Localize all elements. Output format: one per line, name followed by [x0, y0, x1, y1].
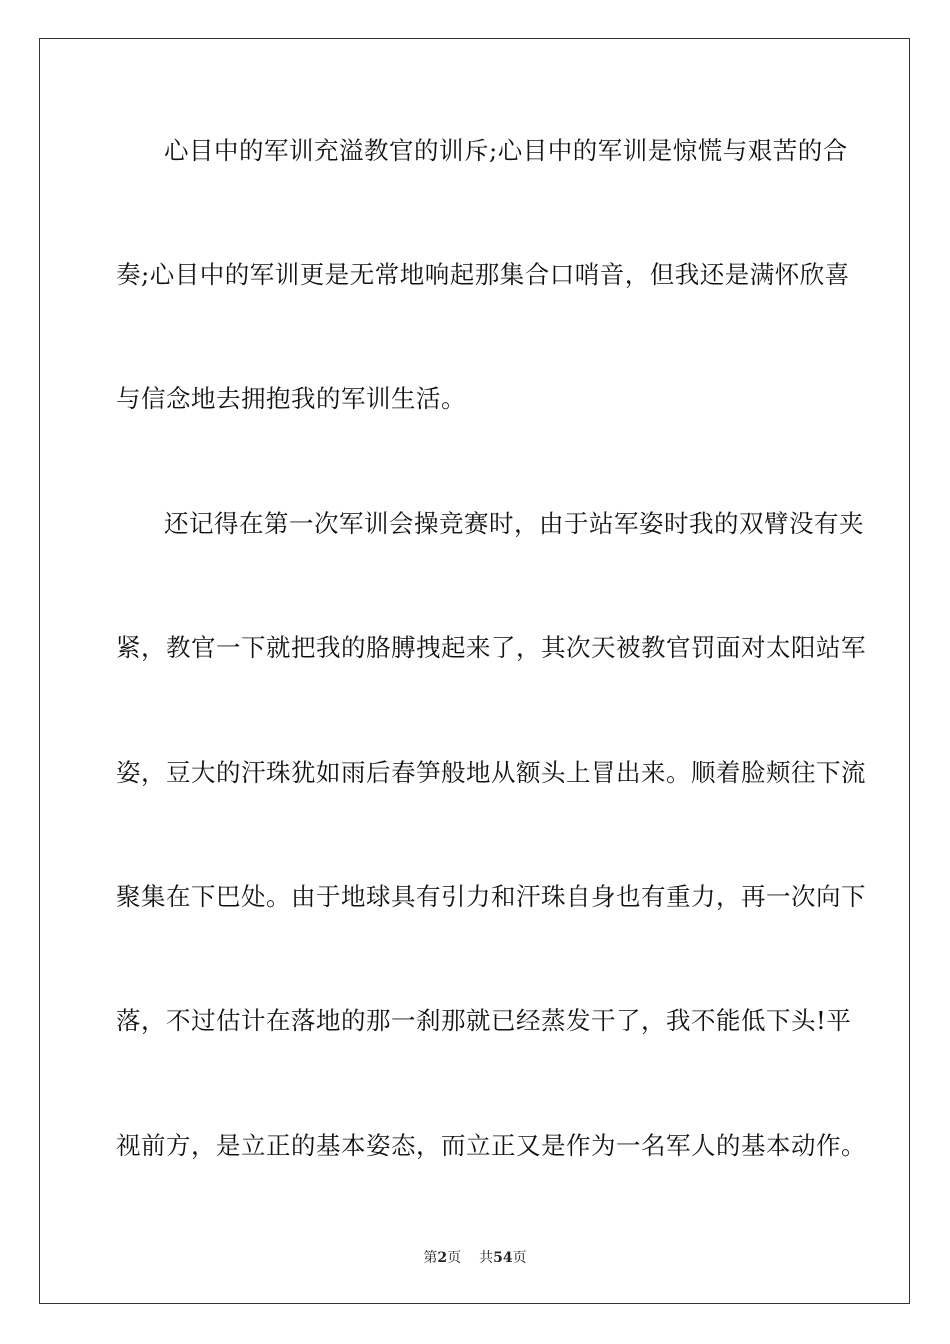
page-label-suffix: 页 — [447, 1250, 462, 1266]
paragraph-line: 视前方，是立正的基本姿态，而立正又是作为一名军人的基本动作。 — [116, 1131, 866, 1160]
page-footer — [0, 1248, 950, 1268]
paragraph-line: 奏;心目中的军训更是无常地响起那集合口哨音，但我还是满怀欣喜 — [116, 260, 850, 289]
current-page-number: 2 — [437, 1250, 448, 1266]
paragraph-line: 心目中的军训充溢教官的训斥;心目中的军训是惊慌与艰苦的合 — [164, 136, 848, 165]
paragraph-line: 还记得在第一次军训会操竞赛时，由于站军姿时我的双臂没有夹 — [164, 509, 864, 538]
page-label-prefix: 第 — [423, 1250, 438, 1266]
paragraph-line: 姿，豆大的汗珠犹如雨后春笋般地从额头上冒出来。顺着脸颊往下流 — [116, 758, 866, 787]
total-pages-number: 54 — [493, 1250, 513, 1266]
paragraph-line: 紧，教官一下就把我的胳膊拽起来了，其次天被教官罚面对太阳站军 — [116, 633, 866, 662]
page-border — [39, 38, 910, 1304]
paragraph-line: 聚集在下巴处。由于地球具有引力和汗珠自身也有重力，再一次向下 — [116, 882, 866, 911]
paragraph-line: 与信念地去拥抱我的军训生活。 — [116, 384, 466, 413]
total-label-prefix: 共 — [479, 1250, 494, 1266]
paragraph-line: 落，不过估计在落地的那一刹那就已经蒸发干了，我不能低下头!平 — [116, 1006, 852, 1035]
total-label-suffix: 页 — [512, 1250, 527, 1266]
